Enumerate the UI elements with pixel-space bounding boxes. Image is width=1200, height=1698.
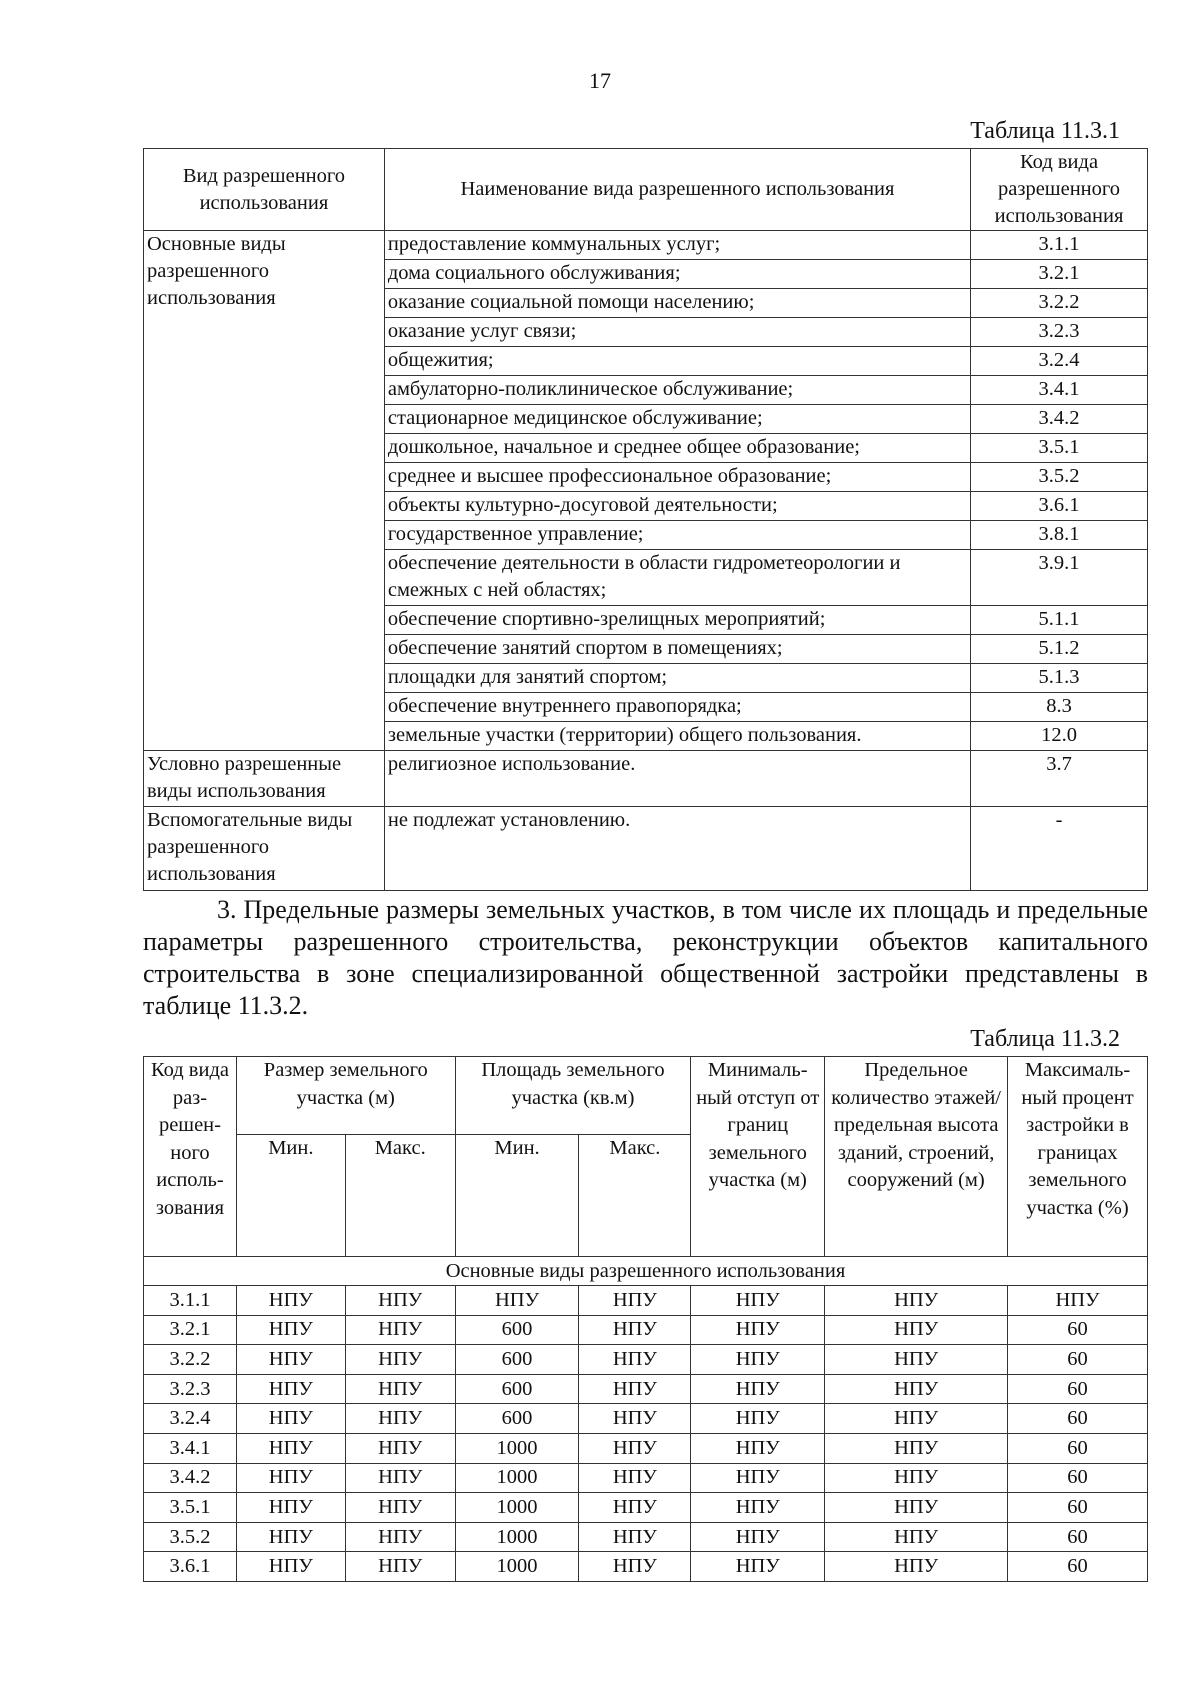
use-name-cell: амбулаторно-поликлиническое обслуживание; bbox=[384, 376, 970, 405]
header-plot-size: Размер земельного участка (м) bbox=[236, 1057, 455, 1135]
use-group-label: Вспомогательные виды разрешенного использования bbox=[144, 807, 385, 891]
area-min-cell: 600 bbox=[455, 1315, 579, 1345]
table-row bbox=[144, 1286, 1148, 1316]
coverage-cell: НПУ bbox=[1008, 1286, 1148, 1316]
use-name-cell: общежития; bbox=[384, 347, 970, 376]
code-cell: 3.2.2 bbox=[144, 1345, 237, 1375]
area-min-cell: НПУ bbox=[455, 1286, 579, 1316]
use-code-cell: 3.2.3 bbox=[971, 318, 1148, 347]
use-code-cell: 3.6.1 bbox=[971, 492, 1148, 521]
area-max-cell: НПУ bbox=[579, 1463, 691, 1493]
coverage-cell: 60 bbox=[1008, 1374, 1148, 1404]
setback-cell: НПУ bbox=[691, 1552, 825, 1582]
size-max-cell: НПУ bbox=[345, 1493, 455, 1523]
size-min-cell: НПУ bbox=[236, 1315, 345, 1345]
area-max-cell: НПУ bbox=[579, 1374, 691, 1404]
coverage-cell: 60 bbox=[1008, 1404, 1148, 1434]
use-code-cell: 3.7 bbox=[971, 751, 1148, 807]
area-max-cell: НПУ bbox=[579, 1286, 691, 1316]
size-max-cell: НПУ bbox=[345, 1345, 455, 1375]
area-min-cell: 1000 bbox=[455, 1433, 579, 1463]
area-max-cell: НПУ bbox=[579, 1493, 691, 1523]
code-cell: 3.5.2 bbox=[144, 1522, 237, 1552]
size-max-cell: НПУ bbox=[345, 1552, 455, 1582]
use-code-cell: 3.5.2 bbox=[971, 463, 1148, 492]
table-row bbox=[144, 1463, 1148, 1493]
size-min-cell: НПУ bbox=[236, 1374, 345, 1404]
floors-cell: НПУ bbox=[825, 1552, 1008, 1582]
use-code-cell: - bbox=[971, 807, 1148, 891]
floors-cell: НПУ bbox=[825, 1404, 1008, 1434]
paragraph-text: 3. Предельные размеры земельных участков, в том числе их площадь и предельные параметры разрешенного строительства, реконструкции объектов капитального строительства в зоне специализированной общественной застройки представлены в таблице 11.3.2. bbox=[143, 895, 1148, 1020]
setback-cell: НПУ bbox=[691, 1463, 825, 1493]
setback-cell: НПУ bbox=[691, 1345, 825, 1375]
use-group-label: Условно разрешенные виды использования bbox=[144, 751, 385, 807]
use-name-cell: не подлежат установлению. bbox=[384, 807, 970, 891]
body-paragraph bbox=[143, 894, 1148, 1022]
size-min-cell: НПУ bbox=[236, 1493, 345, 1523]
permitted-use-table bbox=[143, 148, 1148, 891]
size-min-cell: НПУ bbox=[236, 1433, 345, 1463]
use-group-label: Основные виды разрешенного использования bbox=[144, 231, 385, 751]
use-code-cell: 3.5.1 bbox=[971, 434, 1148, 463]
size-min-cell: НПУ bbox=[236, 1345, 345, 1375]
size-max-cell: НПУ bbox=[345, 1404, 455, 1434]
area-min-cell: 600 bbox=[455, 1345, 579, 1375]
floors-cell: НПУ bbox=[825, 1345, 1008, 1375]
setback-cell: НПУ bbox=[691, 1374, 825, 1404]
code-cell: 3.2.3 bbox=[144, 1374, 237, 1404]
header-coverage: Максималь-ный процент застройки в границах земельного участка (%) bbox=[1008, 1057, 1148, 1257]
area-min-cell: 1000 bbox=[455, 1493, 579, 1523]
permitted-use-table-body bbox=[144, 231, 1148, 891]
size-max-cell: НПУ bbox=[345, 1522, 455, 1552]
header-code: Код вида раз-решен-ного исполь-зования bbox=[144, 1057, 237, 1257]
header-area-min: Мин. bbox=[455, 1135, 579, 1257]
page-number: 17 bbox=[589, 68, 611, 93]
coverage-cell: 60 bbox=[1008, 1315, 1148, 1345]
table-row bbox=[144, 1315, 1148, 1345]
use-name-cell: оказание социальной помощи населению; bbox=[384, 289, 970, 318]
use-name-cell: обеспечение занятий спортом в помещениях; bbox=[384, 635, 970, 664]
section-row-label: Основные виды разрешенного использования bbox=[144, 1257, 1148, 1286]
use-code-cell: 3.8.1 bbox=[971, 521, 1148, 550]
use-name-cell: площадки для занятий спортом; bbox=[384, 664, 970, 693]
coverage-cell: 60 bbox=[1008, 1552, 1148, 1582]
header-plot-area: Площадь земельного участка (кв.м) bbox=[455, 1057, 691, 1135]
header-floors: Предельное количество этажей/ предельная высота зданий, строений, сооружений (м) bbox=[825, 1057, 1008, 1257]
table-1-caption: Таблица 11.3.1 bbox=[970, 118, 1120, 144]
size-max-cell: НПУ bbox=[345, 1286, 455, 1316]
coverage-cell: 60 bbox=[1008, 1345, 1148, 1375]
use-code-cell: 5.1.1 bbox=[971, 606, 1148, 635]
setback-cell: НПУ bbox=[691, 1522, 825, 1552]
area-max-cell: НПУ bbox=[579, 1315, 691, 1345]
table-row bbox=[144, 1345, 1148, 1375]
size-max-cell: НПУ bbox=[345, 1463, 455, 1493]
coverage-cell: 60 bbox=[1008, 1493, 1148, 1523]
area-min-cell: 600 bbox=[455, 1404, 579, 1434]
setback-cell: НПУ bbox=[691, 1493, 825, 1523]
area-max-cell: НПУ bbox=[579, 1552, 691, 1582]
size-min-cell: НПУ bbox=[236, 1404, 345, 1434]
floors-cell: НПУ bbox=[825, 1374, 1008, 1404]
header-setback: Минималь-ный отступ от границ земельного участка (м) bbox=[691, 1057, 825, 1257]
coverage-cell: 60 bbox=[1008, 1522, 1148, 1552]
use-name-cell: религиозное использование. bbox=[384, 751, 970, 807]
coverage-cell: 60 bbox=[1008, 1433, 1148, 1463]
setback-cell: НПУ bbox=[691, 1404, 825, 1434]
use-code-cell: 8.3 bbox=[971, 693, 1148, 722]
use-name-cell: оказание услуг связи; bbox=[384, 318, 970, 347]
table-row bbox=[144, 1493, 1148, 1523]
use-name-cell: среднее и высшее профессиональное образование; bbox=[384, 463, 970, 492]
code-cell: 3.5.1 bbox=[144, 1493, 237, 1523]
use-name-cell: государственное управление; bbox=[384, 521, 970, 550]
table-2-caption: Таблица 11.3.2 bbox=[970, 1026, 1120, 1052]
use-code-cell: 5.1.2 bbox=[971, 635, 1148, 664]
use-name-cell: объекты культурно-досуговой деятельности; bbox=[384, 492, 970, 521]
area-max-cell: НПУ bbox=[579, 1522, 691, 1552]
code-cell: 3.2.4 bbox=[144, 1404, 237, 1434]
size-min-cell: НПУ bbox=[236, 1522, 345, 1552]
use-code-cell: 3.2.1 bbox=[971, 260, 1148, 289]
code-cell: 3.2.1 bbox=[144, 1315, 237, 1345]
use-code-cell: 3.2.2 bbox=[971, 289, 1148, 318]
size-min-cell: НПУ bbox=[236, 1463, 345, 1493]
table-row bbox=[144, 1522, 1148, 1552]
code-cell: 3.4.2 bbox=[144, 1463, 237, 1493]
code-cell: 3.4.1 bbox=[144, 1433, 237, 1463]
use-code-cell: 3.4.1 bbox=[971, 376, 1148, 405]
use-name-cell: дошкольное, начальное и среднее общее образование; bbox=[384, 434, 970, 463]
use-name-cell: обеспечение внутреннего правопорядка; bbox=[384, 693, 970, 722]
coverage-cell: 60 bbox=[1008, 1463, 1148, 1493]
floors-cell: НПУ bbox=[825, 1286, 1008, 1316]
code-cell: 3.1.1 bbox=[144, 1286, 237, 1316]
use-name-cell: стационарное медицинское обслуживание; bbox=[384, 405, 970, 434]
use-code-cell: 3.2.4 bbox=[971, 347, 1148, 376]
header-use-code: Код вида разрешенного использования bbox=[971, 149, 1148, 231]
plot-parameters-table-body bbox=[144, 1257, 1148, 1582]
use-code-cell: 3.1.1 bbox=[971, 231, 1148, 260]
use-name-cell: обеспечение спортивно-зрелищных мероприятий; bbox=[384, 606, 970, 635]
use-code-cell: 5.1.3 bbox=[971, 664, 1148, 693]
header-area-max: Макс. bbox=[579, 1135, 691, 1257]
plot-parameters-table bbox=[143, 1056, 1148, 1582]
table-row bbox=[144, 751, 1148, 807]
area-max-cell: НПУ bbox=[579, 1345, 691, 1375]
size-min-cell: НПУ bbox=[236, 1552, 345, 1582]
area-max-cell: НПУ bbox=[579, 1433, 691, 1463]
header-size-min: Мин. bbox=[236, 1135, 345, 1257]
floors-cell: НПУ bbox=[825, 1522, 1008, 1552]
use-name-cell: дома социального обслуживания; bbox=[384, 260, 970, 289]
code-cell: 3.6.1 bbox=[144, 1552, 237, 1582]
use-code-cell: 3.9.1 bbox=[971, 550, 1148, 606]
header-use-type: Вид разрешенного использования bbox=[144, 149, 385, 231]
use-code-cell: 3.4.2 bbox=[971, 405, 1148, 434]
area-min-cell: 1000 bbox=[455, 1552, 579, 1582]
table-row bbox=[144, 1374, 1148, 1404]
use-name-cell: обеспечение деятельности в области гидрометеорологии и смежных с ней областях; bbox=[384, 550, 970, 606]
table-row bbox=[144, 1433, 1148, 1463]
floors-cell: НПУ bbox=[825, 1493, 1008, 1523]
table-row bbox=[144, 807, 1148, 891]
setback-cell: НПУ bbox=[691, 1286, 825, 1316]
setback-cell: НПУ bbox=[691, 1433, 825, 1463]
size-max-cell: НПУ bbox=[345, 1374, 455, 1404]
floors-cell: НПУ bbox=[825, 1463, 1008, 1493]
floors-cell: НПУ bbox=[825, 1433, 1008, 1463]
table-row bbox=[144, 1552, 1148, 1582]
table-row bbox=[144, 231, 1148, 260]
size-max-cell: НПУ bbox=[345, 1433, 455, 1463]
area-max-cell: НПУ bbox=[579, 1404, 691, 1434]
size-min-cell: НПУ bbox=[236, 1286, 345, 1316]
header-size-max: Макс. bbox=[345, 1135, 455, 1257]
area-min-cell: 1000 bbox=[455, 1463, 579, 1493]
setback-cell: НПУ bbox=[691, 1315, 825, 1345]
floors-cell: НПУ bbox=[825, 1315, 1008, 1345]
header-use-name: Наименование вида разрешенного использования bbox=[384, 149, 970, 231]
table-row bbox=[144, 1404, 1148, 1434]
size-max-cell: НПУ bbox=[345, 1315, 455, 1345]
area-min-cell: 600 bbox=[455, 1374, 579, 1404]
use-name-cell: предоставление коммунальных услуг; bbox=[384, 231, 970, 260]
use-code-cell: 12.0 bbox=[971, 722, 1148, 751]
use-name-cell: земельные участки (территории) общего пользования. bbox=[384, 722, 970, 751]
area-min-cell: 1000 bbox=[455, 1522, 579, 1552]
